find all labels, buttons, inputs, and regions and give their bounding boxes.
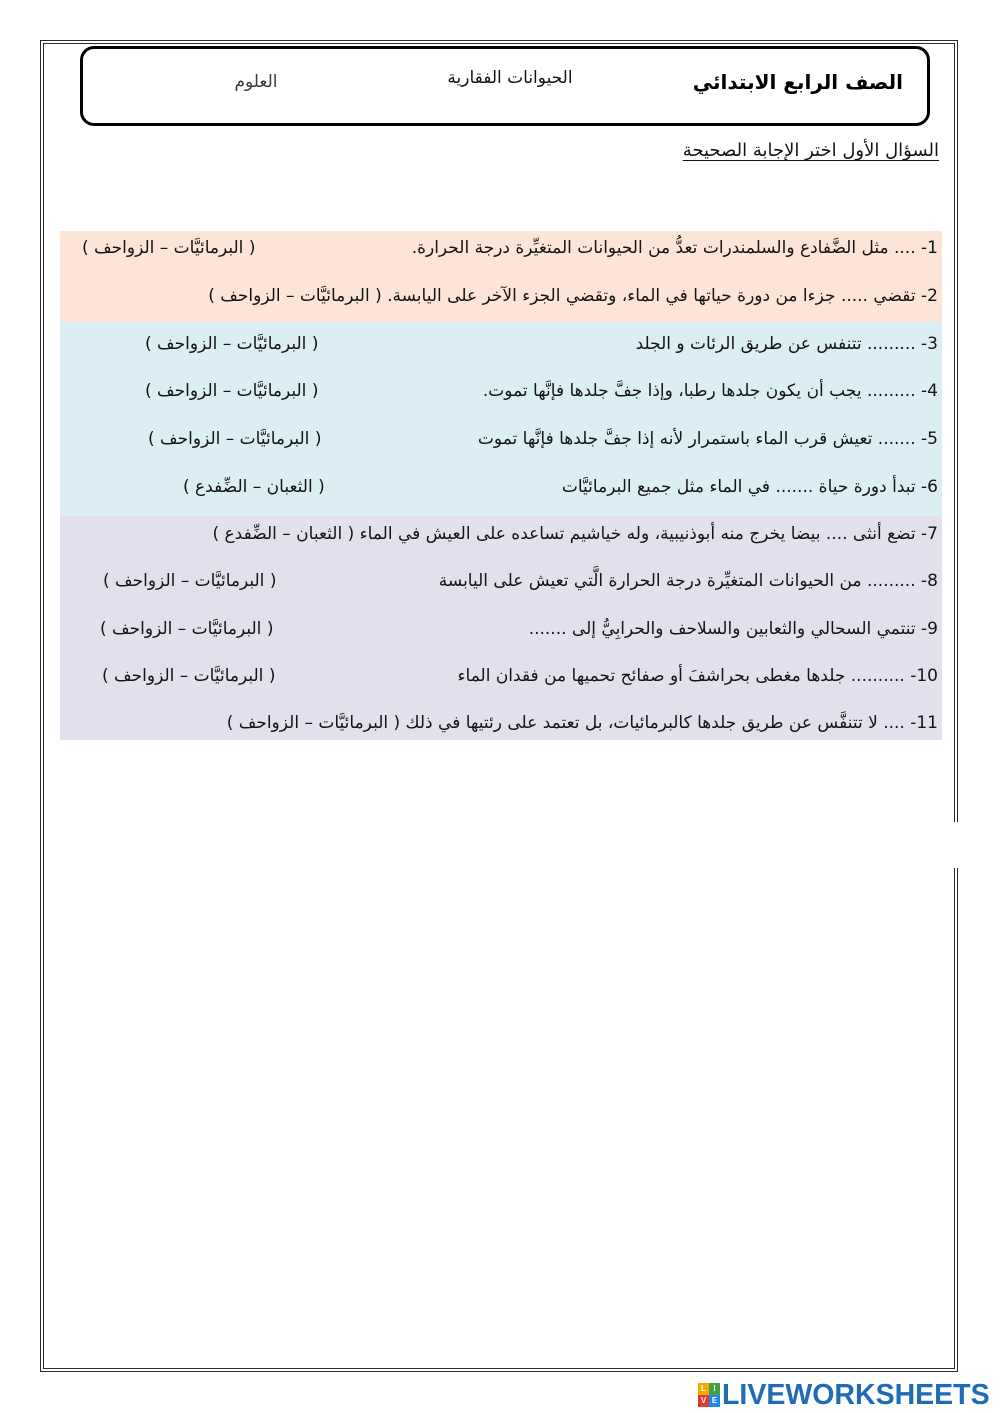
question-row-11 [60, 708, 942, 738]
question-body: تبدأ دورة حياة ....... في الماء مثل جميع البرمائيَّات [561, 477, 916, 497]
question-text [64, 519, 938, 549]
question-number: 1- [921, 238, 938, 258]
question-body: .......... جلدها مغطى بحراشفَ أو صفائح تحميها من فقدان الماء [457, 666, 905, 686]
question-body: ......... من الحيوانات المتغيِّرة درجة الحرارة الَّتي تعيش على اليابسة [438, 571, 916, 591]
liveworksheets-logo-icon [698, 1383, 720, 1407]
question-body: .... لا تتنفَّس عن طريق جلدها كالبرمائيات، بل تعتمد على رئتيها في ذلك [405, 713, 905, 733]
question-row-7 [60, 519, 942, 549]
question-text [408, 472, 938, 502]
question-body: تضع أنثى .... بيضا يخرج منه أبوذنيبية، وله خياشيم تساعده على العيش في الماء [359, 524, 916, 544]
logo-tile: V [698, 1395, 709, 1407]
answer-options: ( البرمائيَّات – الزواحف ) [145, 381, 319, 401]
question-number: 11- [910, 713, 938, 733]
question-body: ......... يجب أن يكون جلدها رطبا، وإذا جفَّ جلدها فإنَّها تموت. [482, 381, 916, 401]
question-number: 2- [921, 286, 938, 306]
question-text [370, 376, 938, 406]
grade-title: الصف الرابع الابتدائي [692, 70, 903, 94]
question-text [370, 329, 938, 359]
unit-title: الحيوانات الفقارية [447, 68, 573, 88]
question-body: ......... تتنفس عن طريق الرئات و الجلد [635, 334, 916, 354]
answer-options: ( البرمائيَّات – الزواحف ) [82, 238, 256, 258]
question-row-4 [60, 376, 942, 406]
answer-options: ( البرمائيَّات – الزواحف ) [103, 571, 277, 591]
answer-options: ( البرمائيَّات – الزواحف ) [226, 713, 401, 733]
worksheet-header [80, 46, 930, 126]
question-row-1 [60, 233, 942, 263]
question-row-10 [60, 661, 942, 691]
answer-options: ( البرمائيَّات – الزواحف ) [102, 666, 276, 686]
answer-options: ( البرمائيَّات – الزواحف ) [100, 619, 274, 639]
question-number: 10- [910, 666, 938, 686]
subject-title: العلوم [234, 72, 278, 92]
question-text [325, 614, 938, 644]
logo-tile: L [698, 1383, 709, 1395]
question-number: 8- [921, 571, 938, 591]
liveworksheets-logo [698, 1380, 994, 1410]
question-text [307, 233, 938, 263]
answer-options: ( البرمائيَّات – الزواحف ) [208, 286, 382, 306]
logo-tile: I [709, 1383, 720, 1395]
question-number: 5- [921, 429, 938, 449]
answer-options: ( الثعبان – الضِّفدع ) [212, 524, 355, 544]
question-body: تقضي ..... جزءا من دورة حياتها في الماء، وتقضي الجزء الآخر على اليابسة. [387, 286, 916, 306]
question-number: 7- [921, 524, 938, 544]
question-body: تنتمي السحالي والثعابين والسلاحف والحرابِيُّ إلى ....... [528, 619, 916, 639]
question-row-5 [60, 424, 942, 454]
question-body: ....... تعيش قرب الماء باستمرار لأنه إذا جفَّ جلدها فإنَّها تموت [477, 429, 916, 449]
question-body: .... مثل الضَّفادع والسلمندرات تعدُّ من الحيوانات المتغيِّرة درجة الحرارة. [411, 238, 916, 258]
question-number: 4- [921, 381, 938, 401]
question-row-8 [60, 566, 942, 596]
question-row-9 [60, 614, 942, 644]
question-row-2 [60, 281, 942, 311]
border-gap [950, 822, 962, 868]
answer-options: ( البرمائيَّات – الزواحف ) [148, 429, 322, 449]
question-row-3 [60, 329, 942, 359]
question-text [64, 281, 938, 311]
question-row-6 [60, 472, 942, 502]
question-number: 6- [921, 477, 938, 497]
answer-options: ( الثعبان – الضِّفدع ) [183, 477, 325, 497]
question-text [328, 566, 938, 596]
section-title: السؤال الأول اختر الإجابة الصحيحة [682, 140, 939, 161]
question-number: 9- [921, 619, 938, 639]
question-text [327, 661, 938, 691]
answer-options: ( البرمائيَّات – الزواحف ) [145, 334, 319, 354]
logo-tile: E [709, 1395, 720, 1407]
question-number: 3- [921, 334, 938, 354]
question-text [373, 424, 938, 454]
liveworksheets-logo-text: LIVEWORKSHEETS [722, 1379, 990, 1411]
question-text [64, 708, 938, 738]
